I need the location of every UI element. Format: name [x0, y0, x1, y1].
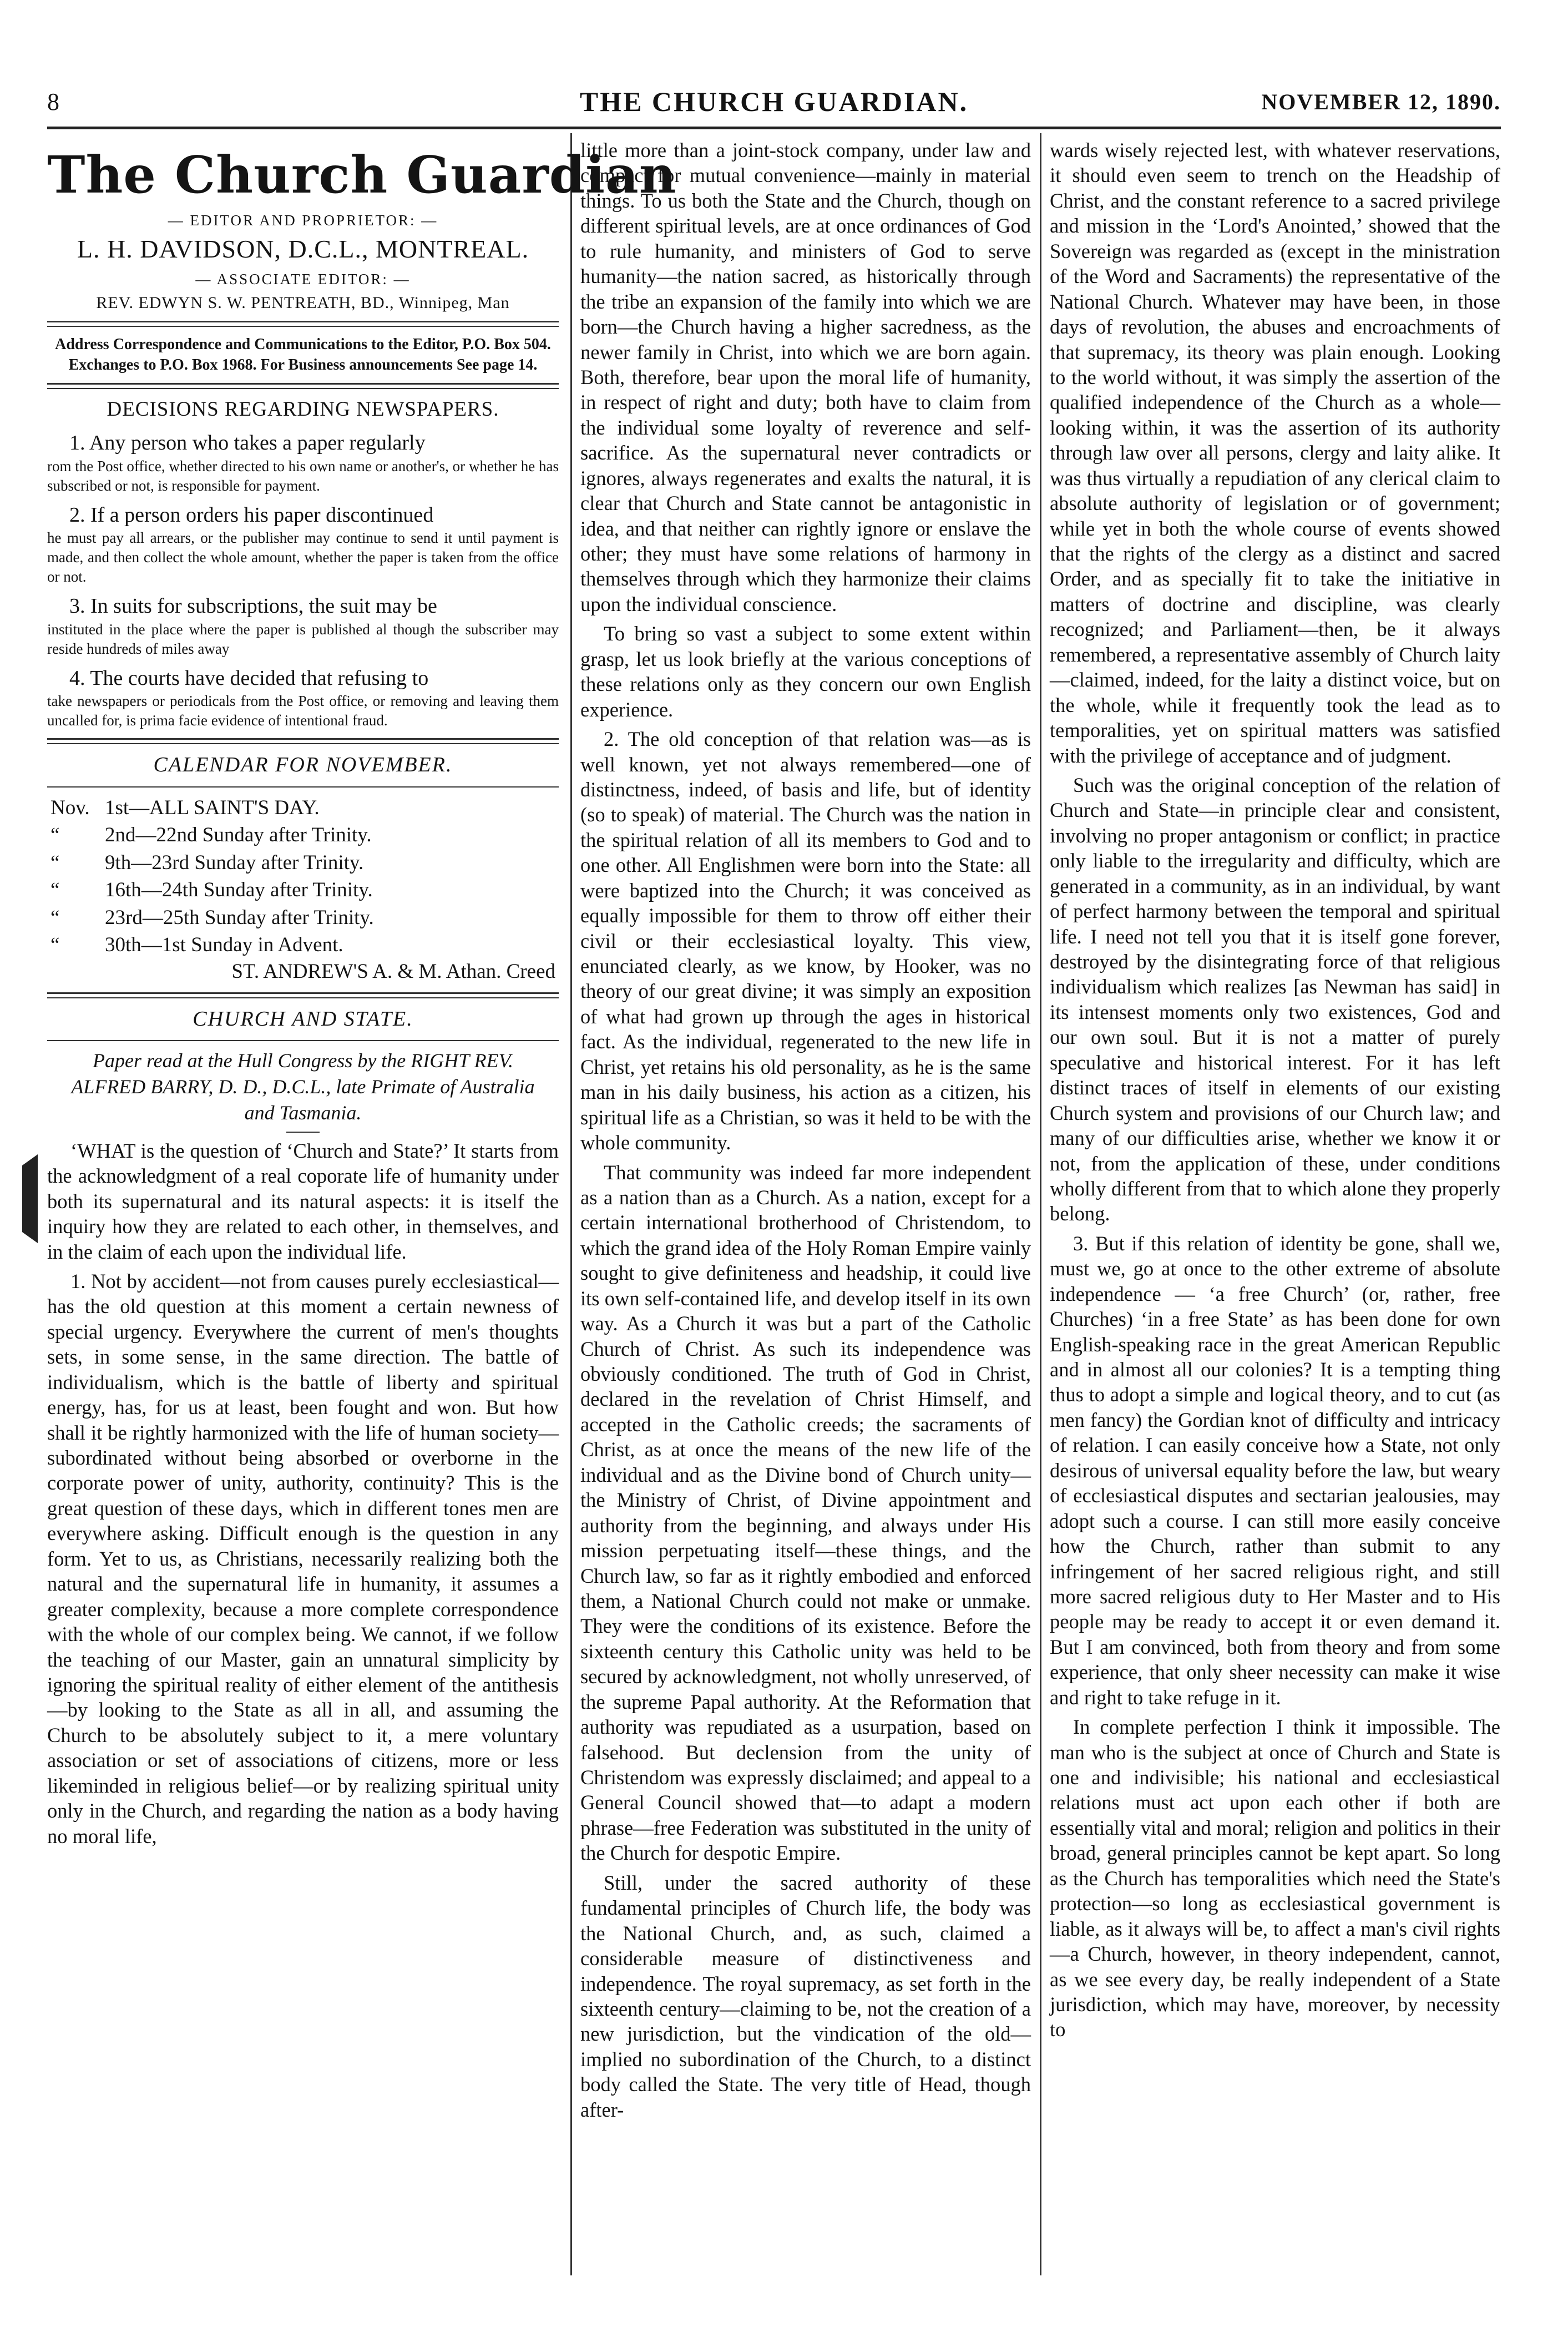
decision-lead: 2. If a person orders his paper discontinued — [69, 503, 434, 527]
column-rule — [1040, 133, 1041, 2275]
calendar-mark: “ — [50, 933, 60, 957]
calendar-entry — [47, 794, 559, 822]
calendar-mark: “ — [50, 824, 60, 847]
associate-label: — ASSOCIATE EDITOR: — — [195, 271, 411, 288]
decision-body: instituted in the place where the paper is published al though the subscriber may reside hundreds of miles away — [47, 620, 559, 657]
decision-body: rom the Post office, whether directed to his own name or another's, or whether he has subscribed or not, is responsible for payment. — [47, 457, 559, 494]
calendar-last-entry: ST. ANDREW'S A. & M. Athan. Creed — [231, 960, 555, 983]
editor-label: — EDITOR AND PROPRIETOR: — — [168, 211, 438, 229]
decision-lead: 3. In suits for subscriptions, the suit may be — [69, 594, 437, 618]
decision-body: take newspapers or periodicals from the Post office, or removing and leaving them uncalled for, is prima facie evidence of intentional fraud. — [47, 693, 559, 729]
article-heading: CHURCH AND STATE. — [193, 1007, 413, 1031]
article-paragraph: 2. The old conception of that relation was—as is well known, yet not always remembered—one of distinctness, indeed, of basis and life, but of identity (so to speak) of material. The Church was the nation in the spiritual relation of all its members to God and to one other. All Englishmen were born into the State: all were baptized into the Church; it was conceived as equally impossible for them to throw off either their civil or their ecclesiastical loyalty. This view, enunciated clearly, as we know, by Hooker, was no theory of our great divine; it was simply an exposition of what had grown up through the ages in historical fact. As the individual, regenerated to the new life in Christ, yet retains his old personality, as he is the same man in his daily business, his action as a citizen, his spiritual life as a Christian, so was it held to be with the whole community. — [580, 728, 1031, 1154]
divider — [47, 992, 559, 998]
newspaper-title: THE CHURCH GUARDIAN. — [579, 86, 969, 117]
divider — [47, 383, 559, 389]
calendar-text: 9th—23rd Sunday after Trinity. — [105, 851, 364, 874]
calendar-text: 16th—24th Sunday after Trinity. — [105, 879, 373, 902]
calendar-text: 1st—ALL SAINT'S DAY. — [105, 796, 320, 819]
column-3 — [1050, 138, 1500, 2274]
article-paragraph: In complete perfection I think it impossible. The man who is the subject at once of Church and State is one and indivisible; his national and ecclesiastical relations must act upon each other if both are essentially vital and moral; religion and politics in their broad, general principles cannot be kept apart. So long as the Church has temporalities which need the State's protection—so long as ecclesiastical government is liable, as it always will be, to affect a man's civil rights—a Church, however, in theory independent, cannot, as we see every day, be really independent of a State jurisdiction, which may have, moreover, by necessity to — [1050, 1715, 1500, 2041]
binding-clip-mark — [22, 1154, 39, 1243]
article-paragraph: 1. Not by accident—not from causes purely ecclesiastical—has the old question at this moment a certain newness of special urgency. Everywhere the current of men's thoughts sets, in some sense, in the same direction. The battle of individualism, which is the battle of liberty and spiritual energy, has, for us at least, been fought and won. But how shall it be rightly harmonized with the life of human society—subordinated without being absorbed or overborne in the corporate power of unity, authority, continuity? This is the great question of these days, which in different tones men are everywhere asking. Difficult enough is the question in any form. Yet to us, as Christians, necessarily realizing both the natural and the supernatural life in humanity, it assumes a greater complexity, because a more complete correspondence with the whole of our complex being. We cannot, if we follow the teaching of our Master, gain an unnatural simplicity by ignoring the spiritual reality of either element of the antithesis—by looking to the State as all in all, and assuming the Church to be absolutely subject to it, a mere voluntary association or set of associations of citizens, more or less likeminded in religious belief—or by realizing spiritual unity only in the Church, and regarding the nation as a body having no moral life, — [47, 1269, 559, 1848]
calendar-heading: CALENDAR FOR NOVEMBER. — [153, 753, 453, 777]
calendar-list — [47, 794, 559, 985]
calendar-entry — [47, 904, 559, 932]
calendar-mark: “ — [50, 851, 60, 874]
calendar-text: 30th—1st Sunday in Advent. — [105, 933, 343, 957]
article-paragraph: little more than a joint-stock company, under law and compact for mutual convenience—mainly in material things. To us both the State and the Church, though on different spiritual levels, are at once ordinances of God to rule humanity, and ministers of God to serve humanity—the nation sacred, as historically through the tribe an expansion of the family into which we are born—the Church having a higher sacredness, as the newer family in Christ, into which we are born again. Both, therefore, bear upon the moral life of humanity, in respect of right and duty; both have to claim from the individual some loyalty of reverence and self-sacrifice. As the supernatural never contradicts or ignores, always regenerates and exalts the natural, it is clear that Church and State cannot be antagonistic in idea, and that neither can rightly ignore or enslave the other; they must have some relations of harmony in themselves through which they harmonize their claims upon the individual conscience. — [580, 139, 1031, 615]
article-paragraph: To bring so vast a subject to some extent within grasp, let us look briefly at the various conceptions of these relations only as they concern our own English experience. — [580, 622, 1031, 721]
divider — [47, 321, 559, 327]
decisions-list — [47, 430, 559, 730]
decisions-heading: DECISIONS REGARDING NEWSPAPERS. — [107, 398, 499, 421]
associate-name: REV. EDWYN S. W. PENTREATH, BD., Winnipeg, Man — [96, 294, 510, 312]
running-head — [47, 83, 1501, 122]
issue-date: NOVEMBER 12, 1890. — [1261, 89, 1501, 114]
article-paragraph: Still, under the sacred authority of these fundamental principles of Church life, the body was the National Church, and, as such, claimed a considerable measure of distinctiveness and independence. The royal supremacy, as set forth in the sixteenth century—claiming to be, not the creation of a new jurisdiction, but the vindication of the old—implied no subordination of the Church, to a distinct body called the State. The very title of Head, though after- — [580, 1871, 1031, 2121]
header-rule — [47, 127, 1501, 129]
article-paragraph: wards wisely rejected lest, with whatever reservations, it should even seem to trench on the Headship of Christ, and the constant reference to a sacred privilege and mission in the ‘Lord's Anointed,’ showed that the Sovereign was regarded as (except in the ministration of the Word and Sacraments) the representative of the National Church. Whatever may have been, in those days of revolution, the abuses and encroachments of that supremacy, its theory was plain enough. Looking to the world without, it was simply the assertion of the qualified independence of the Church as a whole—looking within, it was the assertion of its authority through law over all persons, clergy and laity alike. It was thus virtually a repudiation of any clerical claim to absolute authority of legislation or of government; while yet in both the whole course of events showed that the rights of the clergy as a distinct and sacred Order, and as specially fit to take the initiative in matters of doctrine and discipline, was clearly recognized; and Parliament—then, be it always remembered, a representative assembly of Church laity—claimed, indeed, for the laity a distinct voice, but on the whole, while it frequently took the lead as to temporalities, yet on spiritual matters was satisfied with the privilege of acceptance and of judgment. — [1050, 139, 1500, 767]
decision-lead: 4. The courts have decided that refusing to — [69, 666, 429, 690]
short-divider — [286, 1132, 320, 1133]
divider — [47, 738, 559, 744]
address-notice: Address Correspondence and Communications to the Editor, P.O. Box 504. Exchanges to P.O. Box 1968. For Business announcements See page 14. — [55, 336, 551, 373]
editor-name: L. H. DAVIDSON, D.C.L., MONTREAL. — [77, 235, 529, 264]
calendar-mark: Nov. — [50, 796, 90, 819]
calendar-mark: “ — [50, 906, 60, 929]
article-paragraph: That community was indeed far more independent as a nation than as a Church. As a nation, except for a certain international brotherhood of Christendom, to which the grand idea of the Holy Roman Empire vainly sought to give definiteness and headship, it could live its own self-contained life, and develop itself in its own way. As a Church it was but a part of the Catholic Church of Christ. As such its independence was obviously conditioned. The truth of God in Christ, declared in the revelation of Christ Himself, and accepted in the Catholic creeds; the sacraments of Christ, as at once the means of the new life of the individual and as the Divine bond of Church unity—the Ministry of Christ, of Divine appointment and authority from the beginning, and always under His mission perpetuating itself—these things, and the Church law, so far as it rightly embodied and enforced them, a National Church could not make or unmake. They were the conditions of its existence. Before the sixteenth century this Catholic unity was held to be secured by acknowledgment, not wholly unreserved, of the supreme Papal authority. At the Reformation that authority was repudiated as a usurpation, based on falsehood. But declension from the unity of Christendom was expressly disclaimed; and appeal to a General Council showed that—to adapt a modern phrase—free Federation was substituted in the unity of the Church for despotic Empire. — [580, 1160, 1031, 1865]
decision-lead: 1. Any person who takes a paper regularly — [69, 431, 426, 455]
column-2 — [580, 138, 1031, 2274]
divider — [47, 786, 559, 788]
calendar-text: 23rd—25th Sunday after Trinity. — [105, 906, 374, 929]
article-paragraph: Such was the original conception of the relation of Church and State—in principle clear and consistent, involving no proper antagonism or conflict; in practice only liable to the irregularity and difficulty, which are generated in a community, as in an individual, by want of perfect harmony between the temporal and spiritual life. I need not tell you that it is itself gone forever, destroyed by the disintegrating force of that religious individualism which realizes [as Newman has said] in its intensest moments only two existences, God and our own soul. But it is not a matter of purely speculative and historical interest. For it has left distinct traces of itself in elements of our existing Church system and provisions of our Church law; and many of our difficulties arise, whether we know it or not, from the application of these, under conditions wholly different from that to which alone they properly belong. — [1050, 773, 1500, 1225]
column-1 — [47, 138, 677, 2274]
calendar-text: 2nd—22nd Sunday after Trinity. — [105, 824, 372, 847]
page-number: 8 — [47, 88, 59, 115]
calendar-entry — [47, 849, 559, 877]
article-paragraph: ‘WHAT is the question of ‘Church and State?’ It starts from the acknowledgment of a real coporate life of humanity under both its supernatural and its natural aspects: it is itself the inquiry how they are related to each other, in themselves, and in the claim of each upon the individual life. — [47, 1139, 559, 1263]
calendar-entry — [47, 876, 559, 904]
column-rule — [570, 133, 572, 2275]
calendar-entry — [47, 931, 559, 959]
calendar-entry — [47, 821, 559, 849]
article-byline: Paper read at the Hull Congress by the RIGHT REV. ALFRED BARRY, D. D., D.C.L., late Primate of Australia and Tasmania. — [71, 1049, 535, 1124]
article-paragraph: 3. But if this relation of identity be gone, shall we, must we, go at once to the other extreme of absolute independence — ‘a free Church’ (or, rather, free Churches) ‘in a free State’ as has been done for own English-speaking race in the great American Republic and in almost all our colonies? It is a tempting thing thus to adopt a simple and logical theory, and to cut (as men fancy) the Gordian knot of difficulty and intricacy of relation. I can easily conceive how a State, not only desirous of universal equality before the law, but weary of ecclesiastical disputes and sectarian jealousies, may adopt such a course. I can still more easily conceive how the Church, rather than submit to any infringement of her sacred religious right, and still more sacred religious duty to Her Master and to His people may be ready to accept it or even demand it. But I am convinced, both from theory and from some experience, that only sheer necessity can make it wise and right to take refuge in it. — [1050, 1231, 1500, 1709]
calendar-mark: “ — [50, 879, 60, 902]
divider — [47, 1040, 559, 1041]
decision-body: he must pay all arrears, or the publisher may continue to send it until payment is made, and then collect the whole amount, whether the paper is taken from the office or not. — [47, 529, 559, 585]
masthead-title: The Church Guardian — [47, 145, 677, 205]
